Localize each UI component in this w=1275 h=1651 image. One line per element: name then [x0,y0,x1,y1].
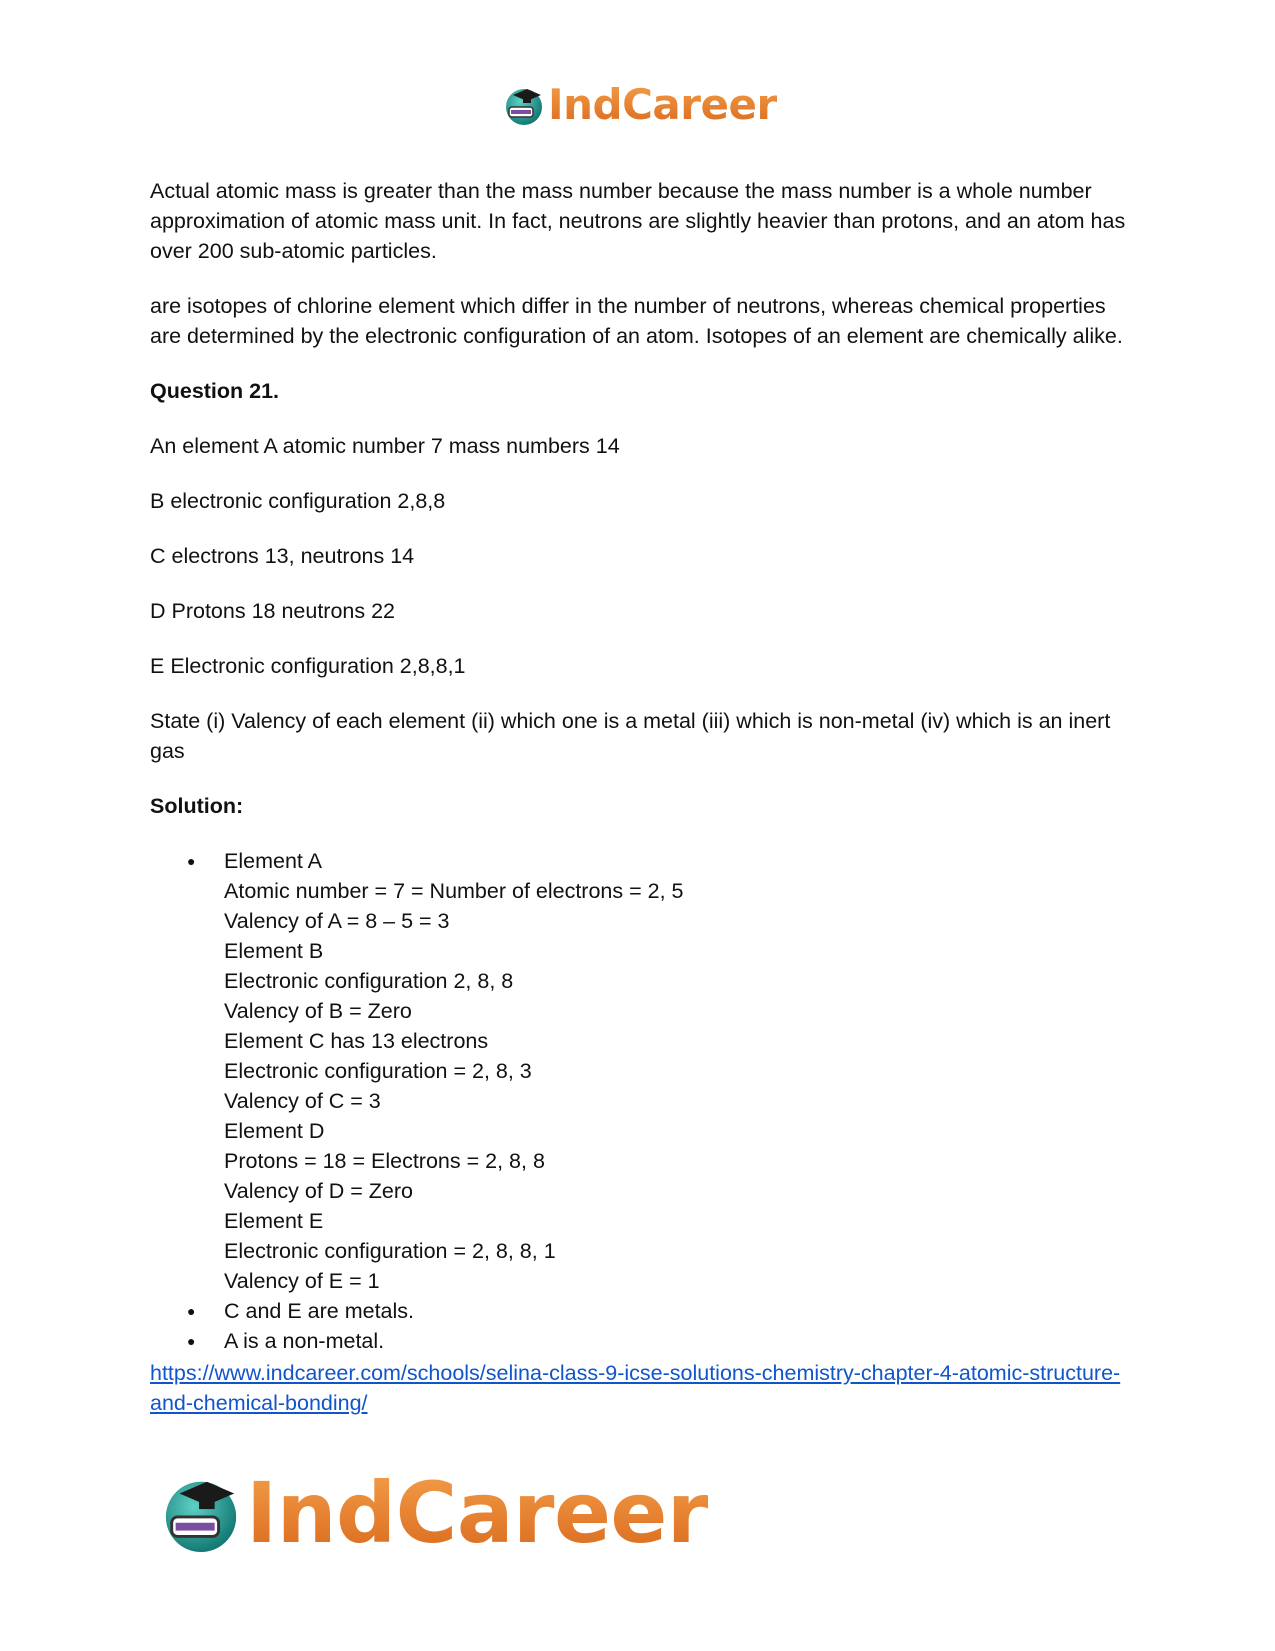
question-line: C electrons 13, neutrons 14 [150,544,415,568]
solution-line: C and E are metals. [224,1299,415,1323]
solution-line: Electronic configuration = 2, 8, 3 [224,1059,532,1083]
bullet-icon: ● [187,1333,196,1349]
globe-graduation-cap-icon [503,83,545,127]
solution-line: Valency of B = Zero [224,999,412,1023]
main-content [150,176,1140,1418]
solution-heading: Solution: [150,794,244,818]
question-line: E Electronic configuration 2,8,8,1 [150,654,466,678]
paragraph-atomic-mass: Actual atomic mass is greater than the mass number because the mass number is a whole number approximation of atomic mass unit. In fact, neutrons are slightly heavier than protons, and an atom has over 200 sub-atomic particles. [150,179,1126,263]
logo-wordmark: IndCareer [548,80,777,129]
globe-graduation-cap-icon [160,1470,242,1556]
question-prompt: State (i) Valency of each element (ii) which one is a metal (iii) which is non-metal (iv) which is an inert gas [150,709,1111,763]
solution-item-elements [150,846,1140,1296]
solution-line: Valency of C = 3 [224,1089,381,1113]
solution-line: Electronic configuration = 2, 8, 8, 1 [224,1239,556,1263]
paragraph-isotopes: are isotopes of chlorine element which differ in the number of neutrons, whereas chemical properties are determined by the electronic configuration of an atom. Isotopes of an element are chemically alike. [150,294,1123,348]
question-line: An element A atomic number 7 mass numbers 14 [150,434,620,458]
solution-line: Valency of E = 1 [224,1269,380,1293]
indcareer-logo-footer [160,1465,708,1561]
solution-line: Element E [224,1209,324,1233]
solution-line: Element A [224,849,322,873]
question-line: B electronic configuration 2,8,8 [150,489,446,513]
solution-line: Valency of A = 8 – 5 = 3 [224,909,450,933]
solution-item-nonmetal [150,1326,1140,1356]
solution-line: Valency of D = Zero [224,1179,414,1203]
indcareer-logo-header [503,80,777,130]
source-link[interactable]: https://www.indcareer.com/schools/selina-class-9-icse-solutions-chemistry-chapter-4-atomic-structure-and-chemical-bonding/ [150,1361,1121,1415]
question-line: D Protons 18 neutrons 22 [150,599,396,623]
solution-line: Protons = 18 = Electrons = 2, 8, 8 [224,1149,545,1173]
bullet-icon: ● [187,1303,196,1319]
bullet-icon: ● [187,853,196,869]
solution-item-metals [150,1296,1140,1326]
solution-list [150,846,1140,1356]
solution-line: A is a non-metal. [224,1329,385,1353]
solution-line: Element C has 13 electrons [224,1029,489,1053]
solution-line: Atomic number = 7 = Number of electrons = 2, 5 [224,879,684,903]
logo-wordmark: IndCareer [246,1464,708,1562]
solution-line: Element D [224,1119,325,1143]
question-heading: Question 21. [150,379,280,403]
solution-line: Electronic configuration 2, 8, 8 [224,969,514,993]
solution-line: Element B [224,939,324,963]
